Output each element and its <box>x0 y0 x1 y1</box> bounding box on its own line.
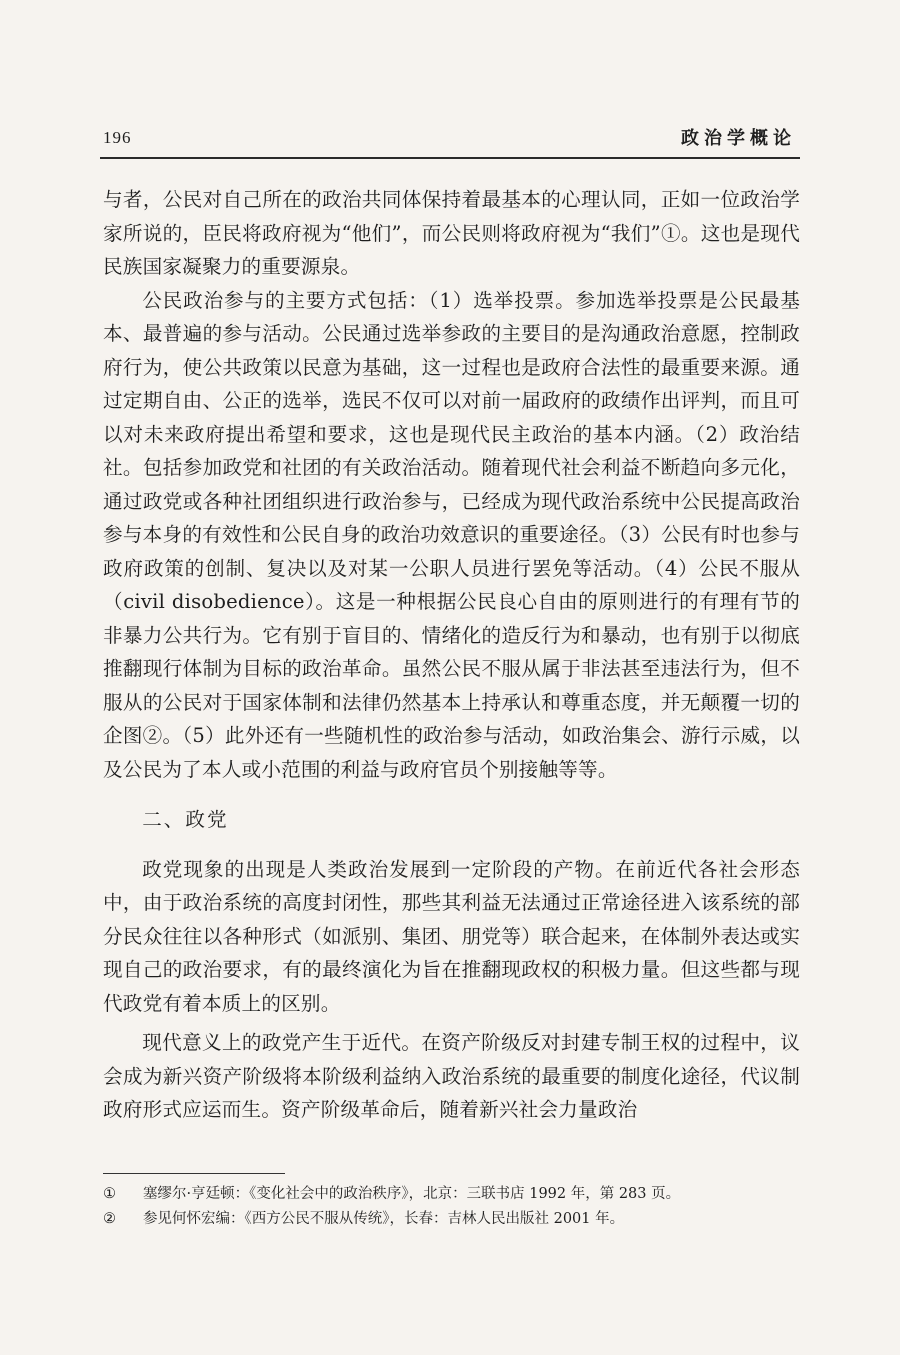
paragraph-modern-parties: 现代意义上的政党产生于近代。在资产阶级反对封建专制王权的过程中，议会成为新兴资产阶级将本阶级利益纳入政治系统的最重要的制度化途径，代议制政府形式应运而生。资产阶级革命后，随着新兴社会力量政治 <box>103 1031 800 1121</box>
paragraph-party-origins: 政党现象的出现是人类政治发展到一定阶段的产物。在前近代各社会形态中，由于政治系统的高度封闭性，那些其利益无法通过正常途径进入该系统的部分民众往往以各种形式（如派别、集团、朋党等）联合起来，在体制外表达或实现自己的政治要求，有的最终演化为旨在推翻现政权的积极力量。但这些都与现代政党有着本质上的区别。 <box>103 857 800 1015</box>
footnote-text: 参见何怀宏编：《西方公民不服从传统》，长春：吉林人民出版社 2001 年。 <box>143 1211 625 1227</box>
footnote-mark: ② <box>103 1211 116 1227</box>
body-text <box>103 183 800 1127</box>
footnote-mark: ① <box>103 1186 116 1202</box>
section-heading: 二、政党 <box>142 808 229 831</box>
paragraph-participation-modes: 公民政治参与的主要方式包括：（1）选举投票。参加选举投票是公民最基本、最普遍的参与活动。公民通过选举参政的主要目的是沟通政治意愿，控制政府行为，使公共政策以民意为基础，这一过程也是政府合法性的最重要来源。通过定期自由、公正的选举，选民不仅可以对前一届政府的政绩作出评判，而且可以对未来政府提出希望和要求，这也是现代民主政治的基本内涵。（2）政治结社。包括参加政党和社团的有关政治活动。随着现代社会利益不断趋向多元化，通过政党或各种社团组织进行政治参与，已经成为现代政治系统中公民提高政治参与本身的有效性和公民自身的政治功效意识的重要途径。（3）公民有时也参与政府政策的创制、复决以及对某一公职人员进行罢免等活动。（4）公民不服从（civil disobedience）。这是一种根据公民良心自由的原则进行的有理有节的非暴力公共行为。它有别于盲目的、情绪化的造反行为和暴动，也有别于以彻底推翻现行体制为目标的政治革命。虽然公民不服从属于非法甚至违法行为，但不服从的公民对于国家体制和法律仍然基本上持承认和尊重态度，并无颠覆一切的企图②。（5）此外还有一些随机性的政治参与活动，如政治集会、游行示威，以及公民为了本人或小范围的利益与政府官员个别接触等等。 <box>103 288 800 781</box>
footnotes <box>103 1182 800 1232</box>
footnote-rule <box>103 1173 285 1174</box>
paragraph-continued: 与者，公民对自己所在的政治共同体保持着最基本的心理认同，正如一位政治学家所说的，臣民将政府视为“他们”，而公民则将政府视为“我们”①。这也是现代民族国家凝聚力的重要源泉。 <box>103 188 800 278</box>
page-header <box>103 124 800 154</box>
footnote-text: 塞缪尔·亨廷顿：《变化社会中的政治秩序》，北京：三联书店 1992 年，第 283 页。 <box>143 1186 681 1202</box>
page-number: 196 <box>103 128 132 147</box>
running-title: 政治学概论 <box>681 128 796 149</box>
footnote-1 <box>103 1182 800 1207</box>
footnote-2 <box>103 1207 800 1232</box>
header-rule <box>100 157 800 159</box>
